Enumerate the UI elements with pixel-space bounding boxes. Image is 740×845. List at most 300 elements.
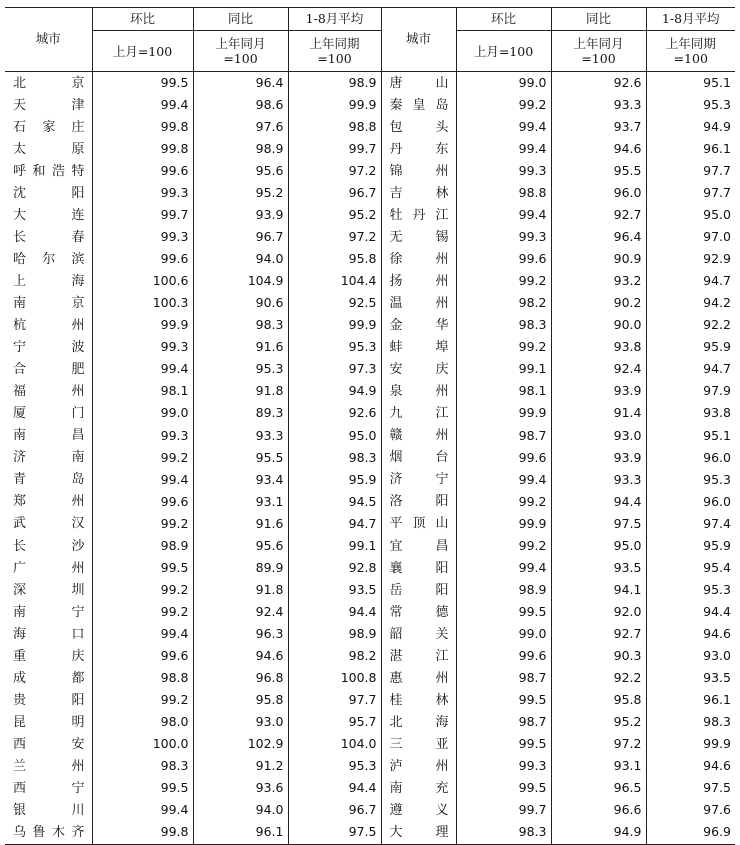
cell-city-right: 襄阳 [381,557,456,579]
table-row [5,116,735,138]
cell-mom-right: 99.4 [456,138,551,160]
table-row [5,359,735,381]
cell-yoy-right: 97.5 [551,513,646,535]
cell-mom-left: 99.2 [92,579,193,601]
cell-yoy-left: 98.9 [193,138,288,160]
cell-city-right: 北海 [381,711,456,733]
cell-ytd-left: 98.9 [288,72,381,95]
cell-yoy-left: 102.9 [193,733,288,755]
table-row [5,778,735,800]
cell-mom-right: 99.3 [456,755,551,777]
table-row [5,623,735,645]
cell-yoy-right: 93.0 [551,425,646,447]
cell-yoy-right: 96.5 [551,778,646,800]
cell-yoy-right: 92.2 [551,667,646,689]
cell-yoy-right: 94.1 [551,579,646,601]
cell-ytd-left: 92.5 [288,292,381,314]
cell-ytd-right: 94.6 [646,755,735,777]
cell-ytd-left: 98.2 [288,645,381,667]
cell-mom-right: 99.2 [456,491,551,513]
cell-yoy-left: 96.1 [193,822,288,845]
cell-mom-left: 99.4 [92,469,193,491]
cell-mom-right: 99.4 [456,557,551,579]
cell-ytd-left: 94.4 [288,601,381,623]
cell-yoy-left: 95.8 [193,689,288,711]
header-city-left: 城市 [5,8,92,72]
cell-yoy-left: 94.6 [193,645,288,667]
header-ytd-left: 1-8月平均 [288,8,381,31]
cell-yoy-left: 91.8 [193,579,288,601]
cell-mom-right: 98.2 [456,292,551,314]
cell-mom-left: 100.0 [92,733,193,755]
cell-yoy-right: 93.1 [551,755,646,777]
cell-yoy-left: 93.1 [193,491,288,513]
cell-city-left: 太原 [13,141,85,157]
table-body [5,72,735,845]
cell-ytd-left: 93.5 [288,579,381,601]
cell-mom-left: 98.8 [92,667,193,689]
table-row [5,204,735,226]
cell-yoy-right: 96.4 [551,226,646,248]
cell-ytd-right: 94.6 [646,623,735,645]
cell-ytd-right: 95.4 [646,557,735,579]
cell-ytd-left: 95.8 [288,248,381,270]
header-ytd-base-left [288,31,381,72]
cell-yoy-left: 95.6 [193,160,288,182]
cell-ytd-left: 104.4 [288,270,381,292]
cell-yoy-right: 95.2 [551,711,646,733]
cell-ytd-left: 92.6 [288,403,381,425]
cell-city-right: 洛阳 [381,491,456,513]
cell-ytd-right: 96.1 [646,138,735,160]
cell-mom-right: 98.7 [456,711,551,733]
cell-yoy-right: 94.6 [551,138,646,160]
cell-mom-right: 99.2 [456,337,551,359]
cell-ytd-right: 96.1 [646,689,735,711]
cell-yoy-left: 95.5 [193,447,288,469]
cell-city-right: 赣州 [381,425,456,447]
cell-city-left: 郑州 [13,494,85,510]
cell-yoy-right: 95.5 [551,160,646,182]
cell-city-left: 深圳 [13,582,85,598]
cell-mom-left: 99.5 [92,72,193,95]
cell-ytd-left: 104.0 [288,733,381,755]
cell-ytd-right: 95.1 [646,72,735,95]
cell-mom-left: 100.6 [92,270,193,292]
cell-mom-right: 99.4 [456,204,551,226]
cell-city-right: 丹东 [381,138,456,160]
cell-mom-left: 99.8 [92,116,193,138]
cell-mom-left: 99.2 [92,447,193,469]
cell-city-right: 泸州 [381,755,456,777]
cell-city-right: 桂林 [381,689,456,711]
cell-yoy-left: 93.3 [193,425,288,447]
header-ytd-base-line2: =100 [317,51,352,66]
cell-city-left: 西安 [13,736,85,752]
table-row [5,315,735,337]
cell-yoy-right: 93.3 [551,94,646,116]
cell-mom-left: 99.6 [92,248,193,270]
cell-yoy-left: 93.4 [193,469,288,491]
table-row [5,469,735,491]
cell-yoy-right: 90.9 [551,248,646,270]
cell-ytd-left: 97.3 [288,359,381,381]
header-yoy-base-line2: =100 [581,51,616,66]
cell-yoy-right: 91.4 [551,403,646,425]
cell-yoy-right: 93.9 [551,447,646,469]
cell-mom-right: 99.0 [456,72,551,95]
cell-ytd-left: 94.5 [288,491,381,513]
cell-mom-left: 99.3 [92,182,193,204]
cell-yoy-right: 94.4 [551,491,646,513]
cell-city-right: 遵义 [381,800,456,822]
cell-ytd-left: 98.9 [288,623,381,645]
table-row [5,557,735,579]
cell-city-left: 北京 [13,75,85,91]
cell-yoy-right: 92.0 [551,601,646,623]
cell-ytd-right: 97.0 [646,226,735,248]
header-yoy-base-left [193,31,288,72]
cell-ytd-right: 94.7 [646,359,735,381]
cell-yoy-left: 98.6 [193,94,288,116]
cell-city-left: 长春 [13,229,85,245]
cell-city-left: 南宁 [13,604,85,620]
cell-city-right: 温州 [381,292,456,314]
cell-yoy-right: 95.0 [551,535,646,557]
cell-mom-left: 99.6 [92,491,193,513]
cell-ytd-right: 95.3 [646,94,735,116]
cell-mom-right: 99.9 [456,513,551,535]
cell-yoy-left: 94.0 [193,800,288,822]
cell-yoy-left: 91.6 [193,337,288,359]
cell-mom-right: 99.6 [456,248,551,270]
cell-mom-right: 99.5 [456,601,551,623]
cell-ytd-left: 95.9 [288,469,381,491]
cell-mom-left: 99.8 [92,822,193,845]
cell-mom-right: 99.5 [456,689,551,711]
table-row [5,711,735,733]
cell-city-right: 宜昌 [381,535,456,557]
cell-yoy-right: 92.6 [551,72,646,95]
cell-ytd-right: 95.9 [646,337,735,359]
cell-mom-left: 99.3 [92,226,193,248]
cell-mom-left: 99.2 [92,689,193,711]
cell-mom-right: 99.1 [456,359,551,381]
cell-ytd-left: 100.8 [288,667,381,689]
cell-mom-right: 99.2 [456,94,551,116]
cell-yoy-right: 96.0 [551,182,646,204]
table-row [5,403,735,425]
cell-mom-left: 99.3 [92,337,193,359]
cell-mom-left: 99.5 [92,778,193,800]
cell-city-left: 银川 [13,803,85,819]
cell-city-right: 三亚 [381,733,456,755]
cell-mom-right: 99.2 [456,270,551,292]
cell-city-right: 牡丹江 [381,204,456,226]
cell-mom-left: 98.1 [92,381,193,403]
cell-mom-right: 99.7 [456,800,551,822]
cell-yoy-left: 89.9 [193,557,288,579]
cell-ytd-right: 97.7 [646,182,735,204]
cell-yoy-left: 91.6 [193,513,288,535]
cell-mom-left: 99.2 [92,601,193,623]
cell-city-left: 合肥 [13,362,85,378]
cell-city-left: 沈阳 [13,185,85,201]
cell-ytd-right: 96.0 [646,447,735,469]
cell-ytd-left: 97.7 [288,689,381,711]
cell-ytd-left: 99.1 [288,535,381,557]
table-row [5,601,735,623]
cell-ytd-left: 95.3 [288,755,381,777]
cell-city-left: 大连 [13,207,85,223]
cell-ytd-right: 92.9 [646,248,735,270]
cell-ytd-left: 99.9 [288,94,381,116]
cell-mom-right: 99.3 [456,160,551,182]
cell-city-left: 杭州 [13,318,85,334]
cell-city-right: 湛江 [381,645,456,667]
cell-yoy-right: 90.0 [551,315,646,337]
cell-ytd-right: 97.4 [646,513,735,535]
table-row [5,579,735,601]
cell-mom-left: 100.3 [92,292,193,314]
cell-ytd-left: 96.7 [288,800,381,822]
cell-yoy-right: 93.9 [551,381,646,403]
cell-city-right: 吉林 [381,182,456,204]
cell-yoy-right: 90.3 [551,645,646,667]
cell-city-right: 韶关 [381,623,456,645]
cell-ytd-left: 98.3 [288,447,381,469]
cell-ytd-left: 97.2 [288,160,381,182]
cell-yoy-right: 94.9 [551,822,646,845]
cell-city-left: 兰州 [13,758,85,774]
cell-mom-right: 99.5 [456,733,551,755]
cell-city-left: 厦门 [13,406,85,422]
cell-city-right: 南充 [381,778,456,800]
cell-ytd-right: 96.9 [646,822,735,845]
cell-city-left: 广州 [13,560,85,576]
cell-city-left: 成都 [13,670,85,686]
cell-city-right: 蚌埠 [381,337,456,359]
cell-city-left: 贵阳 [13,692,85,708]
cell-city-right: 岳阳 [381,579,456,601]
header-yoy-base-line1: 上年同月 [573,36,624,51]
cell-ytd-left: 95.0 [288,425,381,447]
cell-mom-left: 99.2 [92,513,193,535]
header-mom-base-right: 上月=100 [456,31,551,72]
cell-yoy-right: 92.7 [551,623,646,645]
cell-city-left: 上海 [13,273,85,289]
cell-yoy-right: 96.6 [551,800,646,822]
table-row [5,689,735,711]
cell-yoy-right: 97.2 [551,733,646,755]
cell-city-left: 宁波 [13,340,85,356]
table-row [5,645,735,667]
table-row [5,755,735,777]
table-row [5,292,735,314]
cell-mom-left: 99.8 [92,138,193,160]
header-ytd-base-right [646,31,735,72]
cell-ytd-left: 92.8 [288,557,381,579]
cell-yoy-right: 92.4 [551,359,646,381]
cell-ytd-right: 94.7 [646,270,735,292]
table-row [5,160,735,182]
cell-yoy-left: 96.3 [193,623,288,645]
cell-city-right: 平顶山 [381,513,456,535]
cell-ytd-right: 98.3 [646,711,735,733]
cell-ytd-left: 94.9 [288,381,381,403]
cell-ytd-left: 97.2 [288,226,381,248]
cell-yoy-right: 93.8 [551,337,646,359]
header-yoy-base-line1: 上年同月 [215,36,266,51]
cell-ytd-right: 93.5 [646,667,735,689]
table-row [5,822,735,845]
cell-yoy-left: 93.9 [193,204,288,226]
cell-city-right: 无锡 [381,226,456,248]
cell-mom-right: 98.9 [456,579,551,601]
header-mom-right: 环比 [456,8,551,31]
cell-mom-right: 99.9 [456,403,551,425]
cell-ytd-right: 95.1 [646,425,735,447]
cell-city-right: 唐山 [381,72,456,95]
cell-ytd-right: 97.7 [646,160,735,182]
header-city-right: 城市 [381,8,456,72]
cell-ytd-left: 95.2 [288,204,381,226]
cell-city-right: 秦皇岛 [381,94,456,116]
cell-ytd-left: 97.5 [288,822,381,845]
header-ytd-base-line1: 上年同期 [665,36,716,51]
cell-ytd-right: 92.2 [646,315,735,337]
cell-mom-left: 99.5 [92,557,193,579]
cell-yoy-right: 90.2 [551,292,646,314]
header-yoy-base-line2: =100 [223,51,258,66]
cell-yoy-left: 91.8 [193,381,288,403]
table-row [5,535,735,557]
cell-mom-right: 98.3 [456,822,551,845]
header-yoy-right: 同比 [551,8,646,31]
cell-mom-left: 98.9 [92,535,193,557]
cell-ytd-right: 94.4 [646,601,735,623]
cell-yoy-right: 92.7 [551,204,646,226]
cell-city-left: 重庆 [13,648,85,664]
cell-ytd-left: 99.7 [288,138,381,160]
cell-yoy-right: 95.8 [551,689,646,711]
cell-yoy-left: 95.6 [193,535,288,557]
cell-yoy-right: 93.3 [551,469,646,491]
cell-city-right: 九江 [381,403,456,425]
cell-yoy-left: 95.2 [193,182,288,204]
cell-ytd-right: 94.9 [646,116,735,138]
cell-city-left: 长沙 [13,538,85,554]
table-row [5,226,735,248]
cell-city-left: 西宁 [13,781,85,797]
cell-city-left: 海口 [13,626,85,642]
table-row [5,425,735,447]
cell-ytd-left: 96.7 [288,182,381,204]
cell-ytd-right: 97.6 [646,800,735,822]
table-row [5,381,735,403]
cell-city-right: 惠州 [381,667,456,689]
cell-ytd-right: 95.3 [646,469,735,491]
cell-city-right: 扬州 [381,270,456,292]
cell-mom-right: 98.7 [456,667,551,689]
cell-city-left: 青岛 [13,472,85,488]
cell-mom-right: 98.8 [456,182,551,204]
cell-ytd-right: 96.0 [646,491,735,513]
price-index-table [5,7,735,845]
cell-ytd-right: 97.5 [646,778,735,800]
cell-mom-left: 99.3 [92,425,193,447]
header-mom-base-left: 上月=100 [92,31,193,72]
table-row [5,800,735,822]
cell-ytd-right: 93.0 [646,645,735,667]
cell-city-right: 徐州 [381,248,456,270]
cell-mom-left: 99.4 [92,94,193,116]
cell-city-left: 南昌 [13,428,85,444]
cell-city-right: 烟台 [381,447,456,469]
cell-ytd-right: 94.2 [646,292,735,314]
cell-mom-right: 99.0 [456,623,551,645]
cell-city-right: 安庆 [381,359,456,381]
table-row [5,94,735,116]
table-row [5,138,735,160]
cell-ytd-left: 94.4 [288,778,381,800]
table-row [5,72,735,95]
cell-ytd-left: 95.7 [288,711,381,733]
cell-mom-left: 99.6 [92,160,193,182]
table-row [5,270,735,292]
cell-city-left: 福州 [13,384,85,400]
cell-yoy-left: 95.3 [193,359,288,381]
cell-mom-left: 98.0 [92,711,193,733]
cell-mom-left: 99.4 [92,800,193,822]
cell-mom-left: 98.3 [92,755,193,777]
cell-ytd-right: 99.9 [646,733,735,755]
cell-city-right: 锦州 [381,160,456,182]
cell-mom-left: 99.9 [92,315,193,337]
table-row [5,182,735,204]
cell-yoy-left: 96.7 [193,226,288,248]
cell-ytd-left: 95.3 [288,337,381,359]
header-ytd-base-line1: 上年同期 [309,36,360,51]
cell-yoy-left: 94.0 [193,248,288,270]
cell-mom-left: 99.7 [92,204,193,226]
table-row [5,337,735,359]
cell-yoy-left: 96.8 [193,667,288,689]
cell-city-right: 济宁 [381,469,456,491]
cell-ytd-right: 95.0 [646,204,735,226]
cell-mom-left: 99.4 [92,623,193,645]
cell-ytd-left: 94.7 [288,513,381,535]
cell-yoy-right: 93.5 [551,557,646,579]
header-ytd-base-line2: =100 [673,51,708,66]
cell-city-right: 包头 [381,116,456,138]
table-row [5,667,735,689]
table-row [5,491,735,513]
table-row [5,447,735,469]
cell-yoy-left: 93.6 [193,778,288,800]
cell-city-right: 常德 [381,601,456,623]
cell-yoy-left: 104.9 [193,270,288,292]
cell-yoy-left: 93.0 [193,711,288,733]
cell-city-left: 哈尔滨 [13,251,85,267]
cell-city-left: 乌鲁木齐 [5,822,92,845]
cell-mom-right: 99.6 [456,447,551,469]
cell-mom-right: 98.7 [456,425,551,447]
table-row [5,733,735,755]
header-yoy-left: 同比 [193,8,288,31]
cell-mom-right: 99.5 [456,778,551,800]
cell-yoy-left: 91.2 [193,755,288,777]
